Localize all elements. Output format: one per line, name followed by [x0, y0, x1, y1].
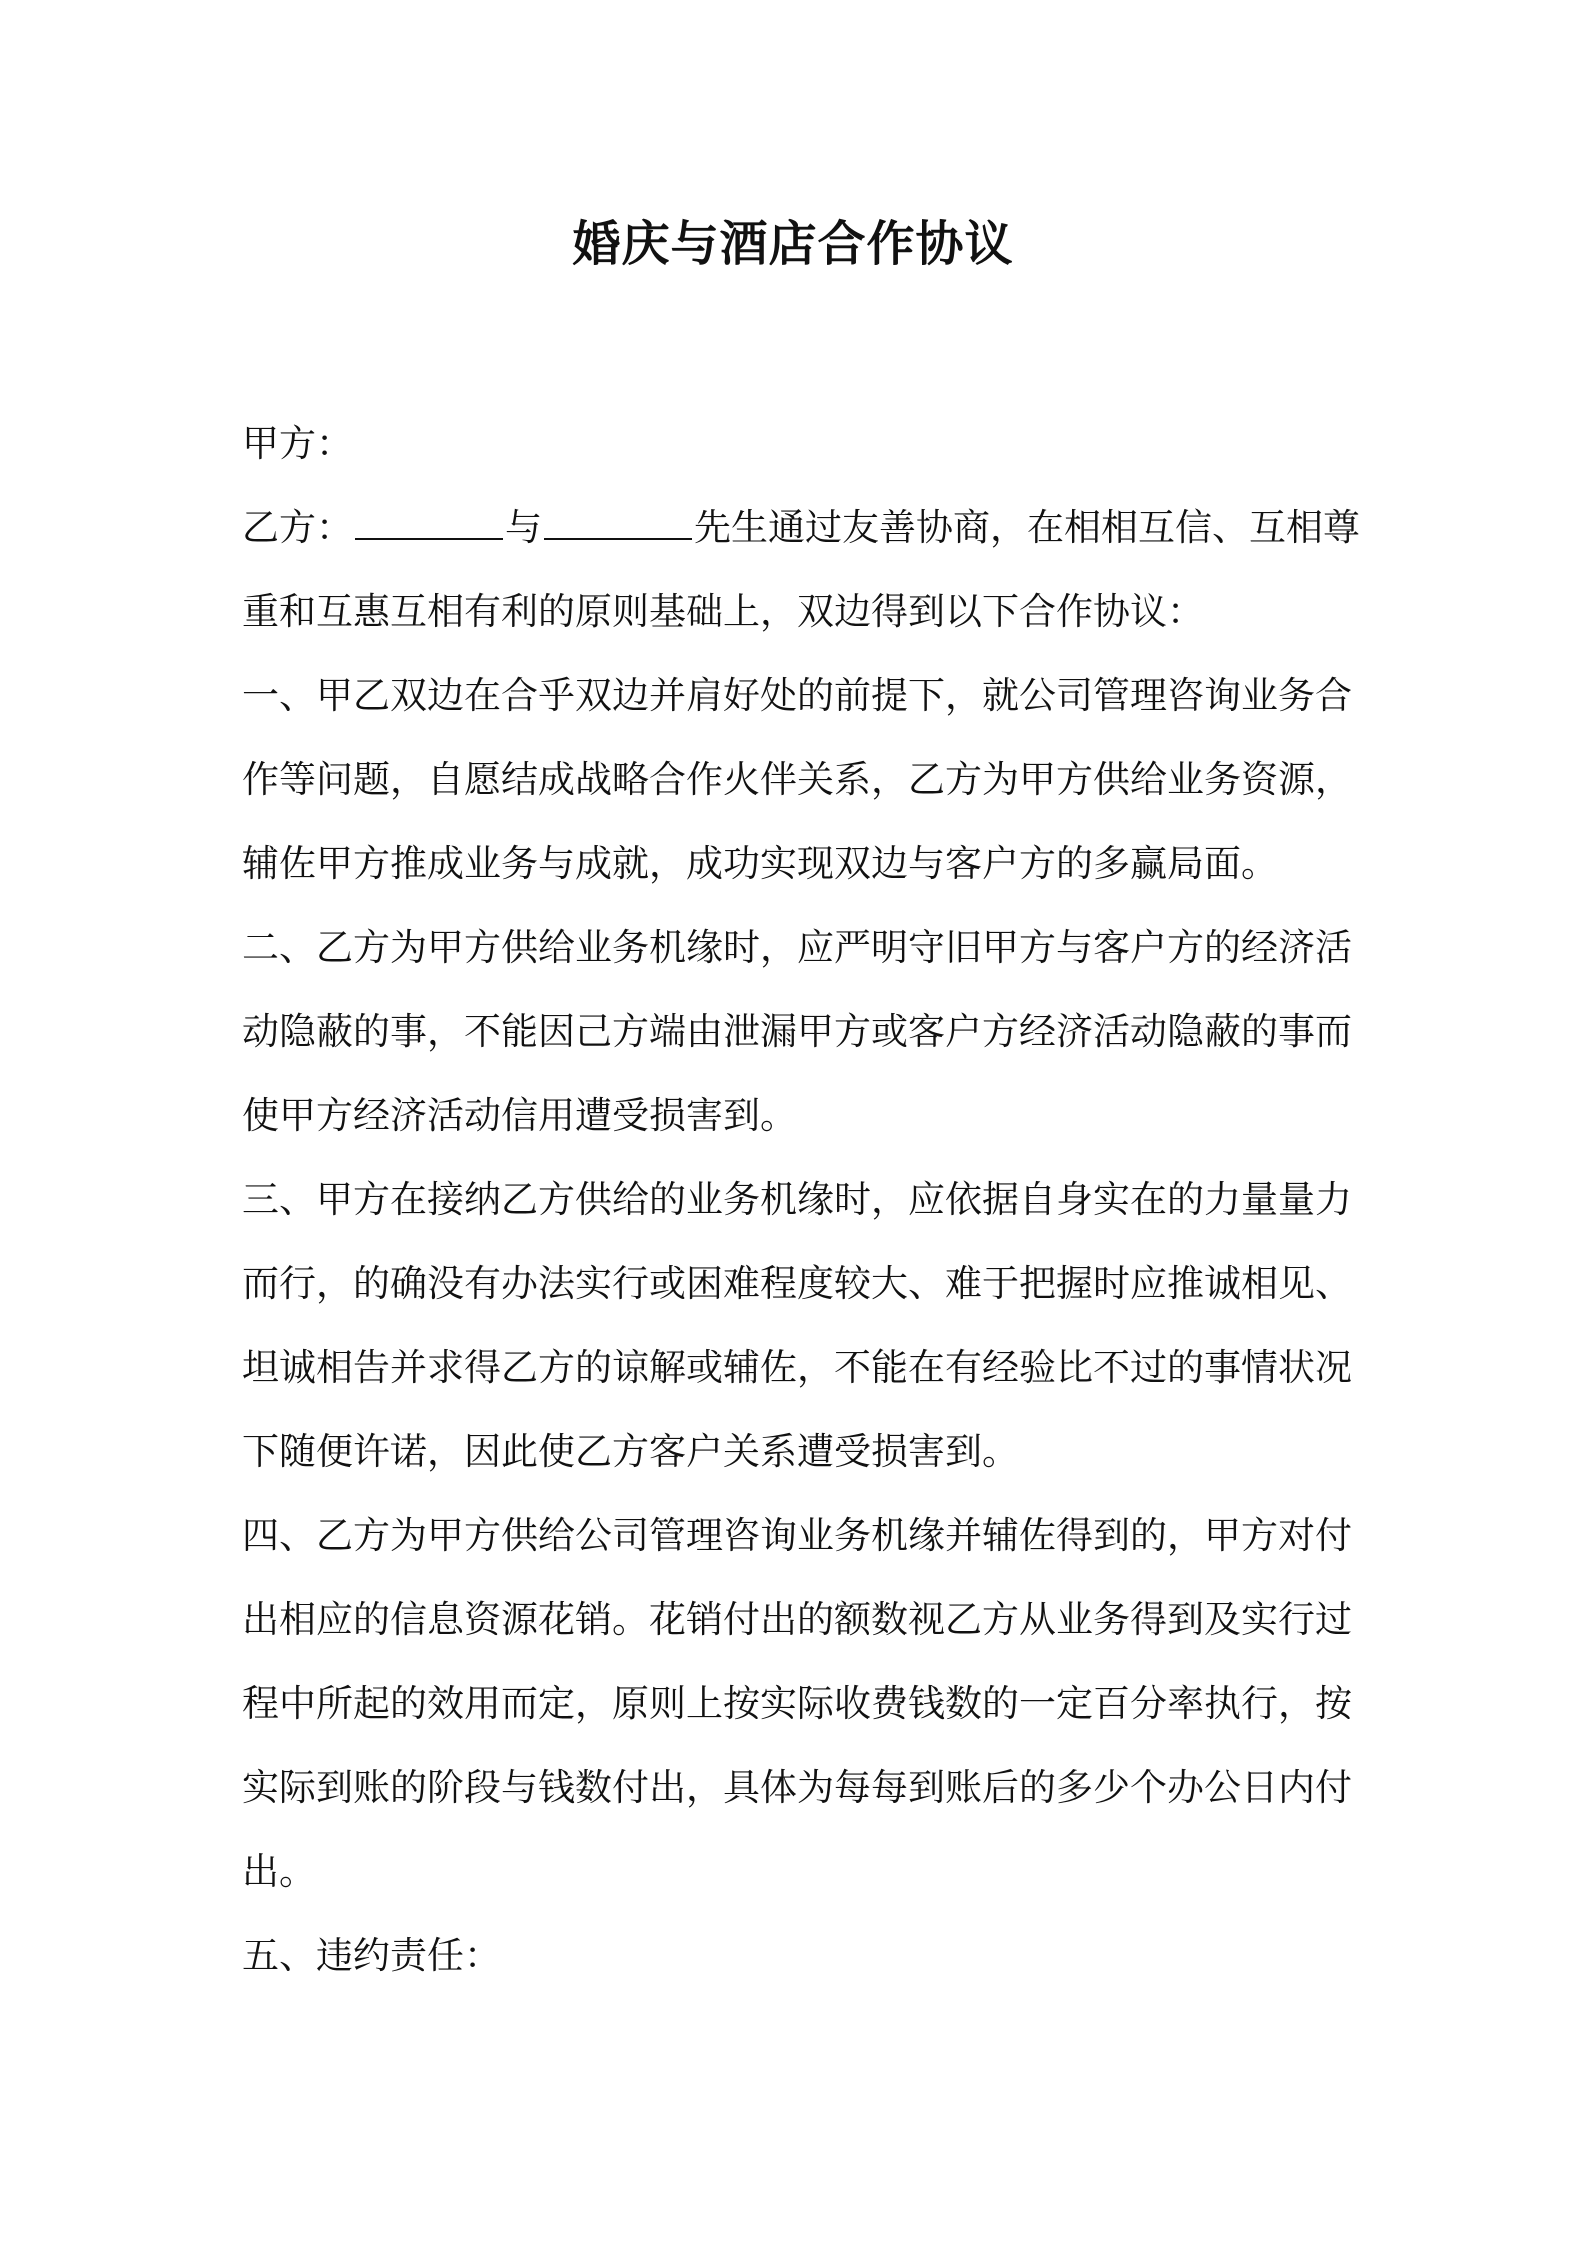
clause-2-line: 使甲方经济活动信用遭受损害到。 — [242, 1094, 797, 1137]
clause-4-line: 程中所起的效用而定，原则上按实际收费钱数的一定百分率执行，按 — [242, 1682, 1352, 1725]
clause-1-line: 一、甲乙双边在合乎双边并肩好处的前提下，就公司管理咨询业务合 — [242, 674, 1352, 717]
clause-3-line: 坦诚相告并求得乙方的谅解或辅佐，不能在有经验比不过的事情状况 — [242, 1346, 1352, 1389]
clause-4-line: 四、乙方为甲方供给公司管理咨询业务机缘并辅佐得到的，甲方对付 — [242, 1514, 1352, 1557]
document-title: 婚庆与酒店合作协议 — [572, 216, 1014, 272]
clause-5-line: 五、违约责任： — [242, 1934, 501, 1977]
party-b-line1-tail: 先生通过友善协商，在相相互信、互相尊 — [694, 506, 1360, 549]
clause-2-line: 动隐蔽的事，不能因己方端由泄漏甲方或客户方经济活动隐蔽的事而 — [242, 1010, 1352, 1053]
clause-3-line: 而行，的确没有办法实行或困难程度较大、难于把握时应推诚相见、 — [242, 1262, 1352, 1305]
party-b-line-2: 重和互惠互相有利的原则基础上，双边得到以下合作协议： — [242, 590, 1204, 633]
party-b-label: 乙方： — [242, 506, 353, 549]
clause-3-line: 三、甲方在接纳乙方供给的业务机缘时，应依据自身实在的力量量力 — [242, 1178, 1352, 1221]
document-body — [242, 402, 1362, 1998]
party-b-line — [242, 486, 1362, 570]
clause-1-line: 辅佐甲方推成业务与成就，成功实现双边与客户方的多赢局面。 — [242, 842, 1278, 885]
clause-4-line: 实际到账的阶段与钱数付出，具体为每每到账后的多少个办公日内付 — [242, 1766, 1352, 1809]
clause-4-line: 出相应的信息资源花销。花销付出的额数视乙方从业务得到及实行过 — [242, 1598, 1352, 1641]
party-b-blank-1 — [355, 504, 503, 540]
clause-1-line: 作等问题，自愿结成战略合作火伴关系，乙方为甲方供给业务资源， — [242, 758, 1352, 801]
clause-4-line: 出。 — [242, 1850, 316, 1893]
party-a-line: 甲方： — [242, 422, 353, 465]
party-b-blank-2 — [544, 504, 692, 540]
clause-2-line: 二、乙方为甲方供给业务机缘时，应严明守旧甲方与客户方的经济活 — [242, 926, 1352, 969]
party-b-connector: 与 — [505, 506, 542, 549]
clause-3-line: 下随便许诺，因此使乙方客户关系遭受损害到。 — [242, 1430, 1019, 1473]
